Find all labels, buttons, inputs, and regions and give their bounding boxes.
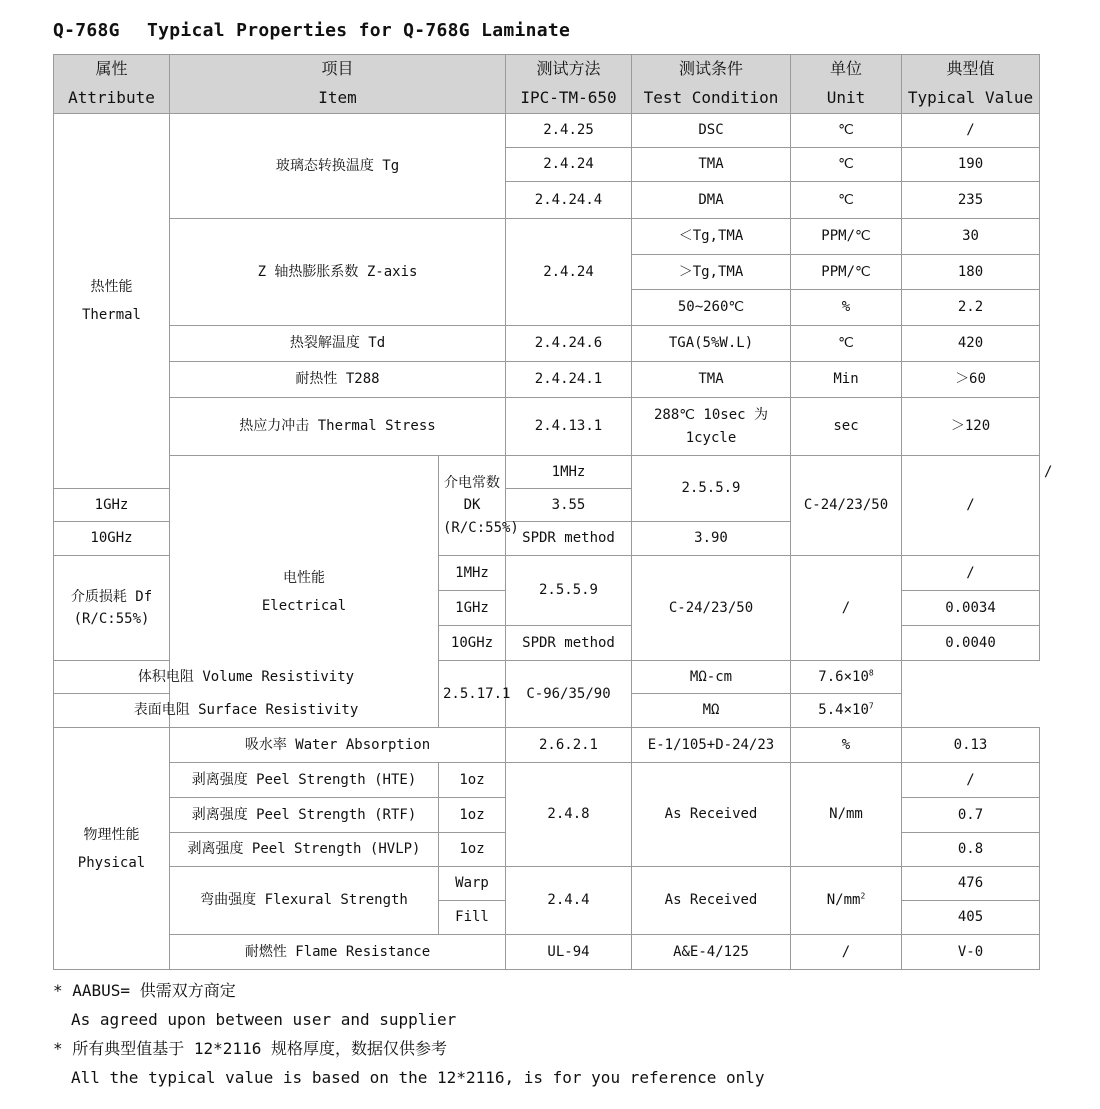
method-cell: 2.4.24: [506, 219, 632, 326]
item-peel-hvlp: 剥离强度 Peel Strength (HVLP): [170, 833, 439, 867]
sub-condition-cell: 1oz: [439, 833, 506, 867]
item-df: 介质损耗 Df (R/C:55%): [54, 556, 170, 661]
value-cell: 420: [902, 326, 1040, 362]
item-cte: Z 轴热膨胀系数 Z-axis: [170, 219, 506, 326]
value-cell: 30: [902, 219, 1040, 255]
sub-condition-cell: 1oz: [439, 763, 506, 798]
table-row: [54, 114, 1040, 148]
table-row: [54, 362, 1040, 398]
unit-cell: MΩ: [632, 694, 791, 728]
item-peel-rtf: 剥离强度 Peel Strength (RTF): [170, 798, 439, 833]
value-cell: 0.8: [902, 833, 1040, 867]
unit-cell: /: [791, 556, 902, 661]
sub-condition-cell: Fill: [439, 901, 506, 935]
frequency-cell: 1MHz: [439, 556, 506, 591]
value-cell: 3.90: [632, 522, 791, 556]
properties-table: [53, 54, 1053, 970]
condition-cell: C-24/23/50: [791, 456, 902, 556]
method-cell: 2.4.24.6: [506, 326, 632, 362]
header-unit: 单位 Unit: [791, 55, 902, 114]
method-cell: 2.4.24.4: [506, 182, 632, 219]
condition-cell: As Received: [632, 867, 791, 935]
table-row: [54, 661, 1040, 694]
value-cell: /: [902, 114, 1040, 148]
condition-cell: E-1/105+D-24/23: [632, 728, 791, 763]
value-cell: 476: [902, 867, 1040, 901]
item-td: 热裂解温度 Td: [170, 326, 506, 362]
unit-cell: ℃: [791, 148, 902, 182]
method-cell: 2.4.4: [506, 867, 632, 935]
method-cell: 2.5.5.9: [632, 456, 791, 522]
unit-cell: /: [902, 456, 1040, 556]
unit-cell: Min: [791, 362, 902, 398]
item-water-absorption: 吸水率 Water Absorption: [170, 728, 506, 763]
method-cell: 2.4.25: [506, 114, 632, 148]
method-cell: 2.6.2.1: [506, 728, 632, 763]
condition-cell: ＞Tg,TMA: [632, 255, 791, 290]
unit-cell: PPM/℃: [791, 255, 902, 290]
table-row: [54, 728, 1040, 763]
header-attribute: 属性 Attribute: [54, 55, 170, 114]
title-text: Typical Properties for Q-768G Laminate: [146, 20, 571, 41]
value-cell: 235: [902, 182, 1040, 219]
condition-cell: As Received: [632, 763, 791, 867]
method-cell: 2.4.8: [506, 763, 632, 867]
sub-condition-cell: 1oz: [439, 798, 506, 833]
header-item: 项目 Item: [170, 55, 506, 114]
frequency-cell: 1GHz: [439, 591, 506, 626]
value-cell: /: [902, 763, 1040, 798]
table-row: [54, 219, 1040, 255]
unit-cell: $N/mm^2$: [791, 867, 902, 935]
frequency-cell: 10GHz: [439, 626, 506, 661]
item-surface-resistivity: 表面电阻 Surface Resistivity: [54, 694, 439, 728]
unit-cell: %: [791, 728, 902, 763]
unit-cell: N/mm: [791, 763, 902, 867]
value-cell: 3.55: [506, 489, 632, 522]
unit-cell: ℃: [791, 326, 902, 362]
attribute-thermal: 热性能 Thermal: [54, 114, 170, 489]
unit-cell: ℃: [791, 182, 902, 219]
unit-cell: ℃: [791, 114, 902, 148]
table-row: 电性能 Electrical 介电常数 DK (R/C:55%) 1MHz 2.5.5.9 C-24/23/50 / /: [54, 456, 1040, 489]
value-cell: V-0: [902, 935, 1040, 970]
header-condition: 测试条件 Test Condition: [632, 55, 791, 114]
unit-cell: PPM/℃: [791, 219, 902, 255]
table-row: [54, 326, 1040, 362]
table-row: [54, 935, 1040, 970]
condition-cell: DSC: [632, 114, 791, 148]
method-cell: SPDR method: [506, 522, 632, 556]
item-flexural-strength: 弯曲强度 Flexural Strength: [170, 867, 439, 935]
footnotes: [53, 976, 765, 1092]
method-cell: SPDR method: [506, 626, 632, 661]
item-volume-resistivity: 体积电阻 Volume Resistivity: [54, 661, 439, 694]
condition-cell: C-96/35/90: [506, 661, 632, 728]
value-cell: 405: [902, 901, 1040, 935]
value-cell: ＞60: [902, 362, 1040, 398]
model-code: Q-768G: [53, 20, 120, 41]
value-cell: 180: [902, 255, 1040, 290]
value-cell: 0.13: [902, 728, 1040, 763]
unit-cell: sec: [791, 398, 902, 456]
attribute-physical: 物理性能 Physical: [54, 728, 170, 970]
item-peel-hte: 剥离强度 Peel Strength (HTE): [170, 763, 439, 798]
value-cell: /: [902, 556, 1040, 591]
condition-cell: DMA: [632, 182, 791, 219]
method-cell: 2.5.17.1: [439, 661, 506, 728]
table-row: [54, 398, 1040, 456]
header-row: [54, 55, 1040, 114]
condition-cell: TGA(5%W.L): [632, 326, 791, 362]
attribute-electrical: 电性能 Electrical: [170, 456, 439, 728]
frequency-cell: 1MHz: [506, 456, 632, 489]
value-cell: 2.2: [902, 290, 1040, 326]
header-value: 典型值 Typical Value: [902, 55, 1040, 114]
value-cell: $7.6\times 10^8$: [791, 661, 902, 694]
condition-cell: 288℃ 10sec 为 1cycle: [632, 398, 791, 456]
note-aabus: * AABUS= 供需双方商定: [53, 981, 236, 1000]
condition-cell: C-24/23/50: [632, 556, 791, 661]
item-dk: 介电常数 DK (R/C:55%): [439, 456, 506, 556]
condition-cell: A&E-4/125: [632, 935, 791, 970]
frequency-cell: 10GHz: [54, 522, 170, 556]
value-cell: ＞120: [902, 398, 1040, 456]
note-reference-en: All the typical value is based on the 12*2116, is for you reference only: [71, 1068, 765, 1087]
condition-cell: ＜Tg,TMA: [632, 219, 791, 255]
note-reference: * 所有典型值基于 12*2116 规格厚度，数据仅供参考: [53, 1039, 447, 1058]
condition-cell: TMA: [632, 362, 791, 398]
condition-cell: 50~260℃: [632, 290, 791, 326]
value-cell: $5.4\times 10^7$: [791, 694, 902, 728]
method-cell: 2.4.24: [506, 148, 632, 182]
unit-cell: /: [791, 935, 902, 970]
unit-cell: MΩ-cm: [632, 661, 791, 694]
condition-cell: TMA: [632, 148, 791, 182]
item-t288: 耐热性 T288: [170, 362, 506, 398]
method-cell: 2.5.5.9: [506, 556, 632, 626]
value-cell: 190: [902, 148, 1040, 182]
method-cell: 2.4.24.1: [506, 362, 632, 398]
value-cell: 0.0040: [902, 626, 1040, 661]
item-tg: 玻璃态转换温度 Tg: [170, 114, 506, 219]
item-thermal-stress: 热应力冲击 Thermal Stress: [170, 398, 506, 456]
method-cell: 2.4.13.1: [506, 398, 632, 456]
value-cell: 0.0034: [902, 591, 1040, 626]
item-flame-resistance: 耐燃性 Flame Resistance: [170, 935, 506, 970]
sub-condition-cell: Warp: [439, 867, 506, 901]
frequency-cell: 1GHz: [54, 489, 170, 522]
table-row: [54, 867, 1040, 901]
value-cell: 0.7: [902, 798, 1040, 833]
unit-cell: %: [791, 290, 902, 326]
header-method: 测试方法 IPC-TM-650: [506, 55, 632, 114]
document-title: [53, 20, 570, 41]
method-cell: UL-94: [506, 935, 632, 970]
table-row: [54, 763, 1040, 798]
note-aabus-en: As agreed upon between user and supplier: [71, 1010, 457, 1029]
